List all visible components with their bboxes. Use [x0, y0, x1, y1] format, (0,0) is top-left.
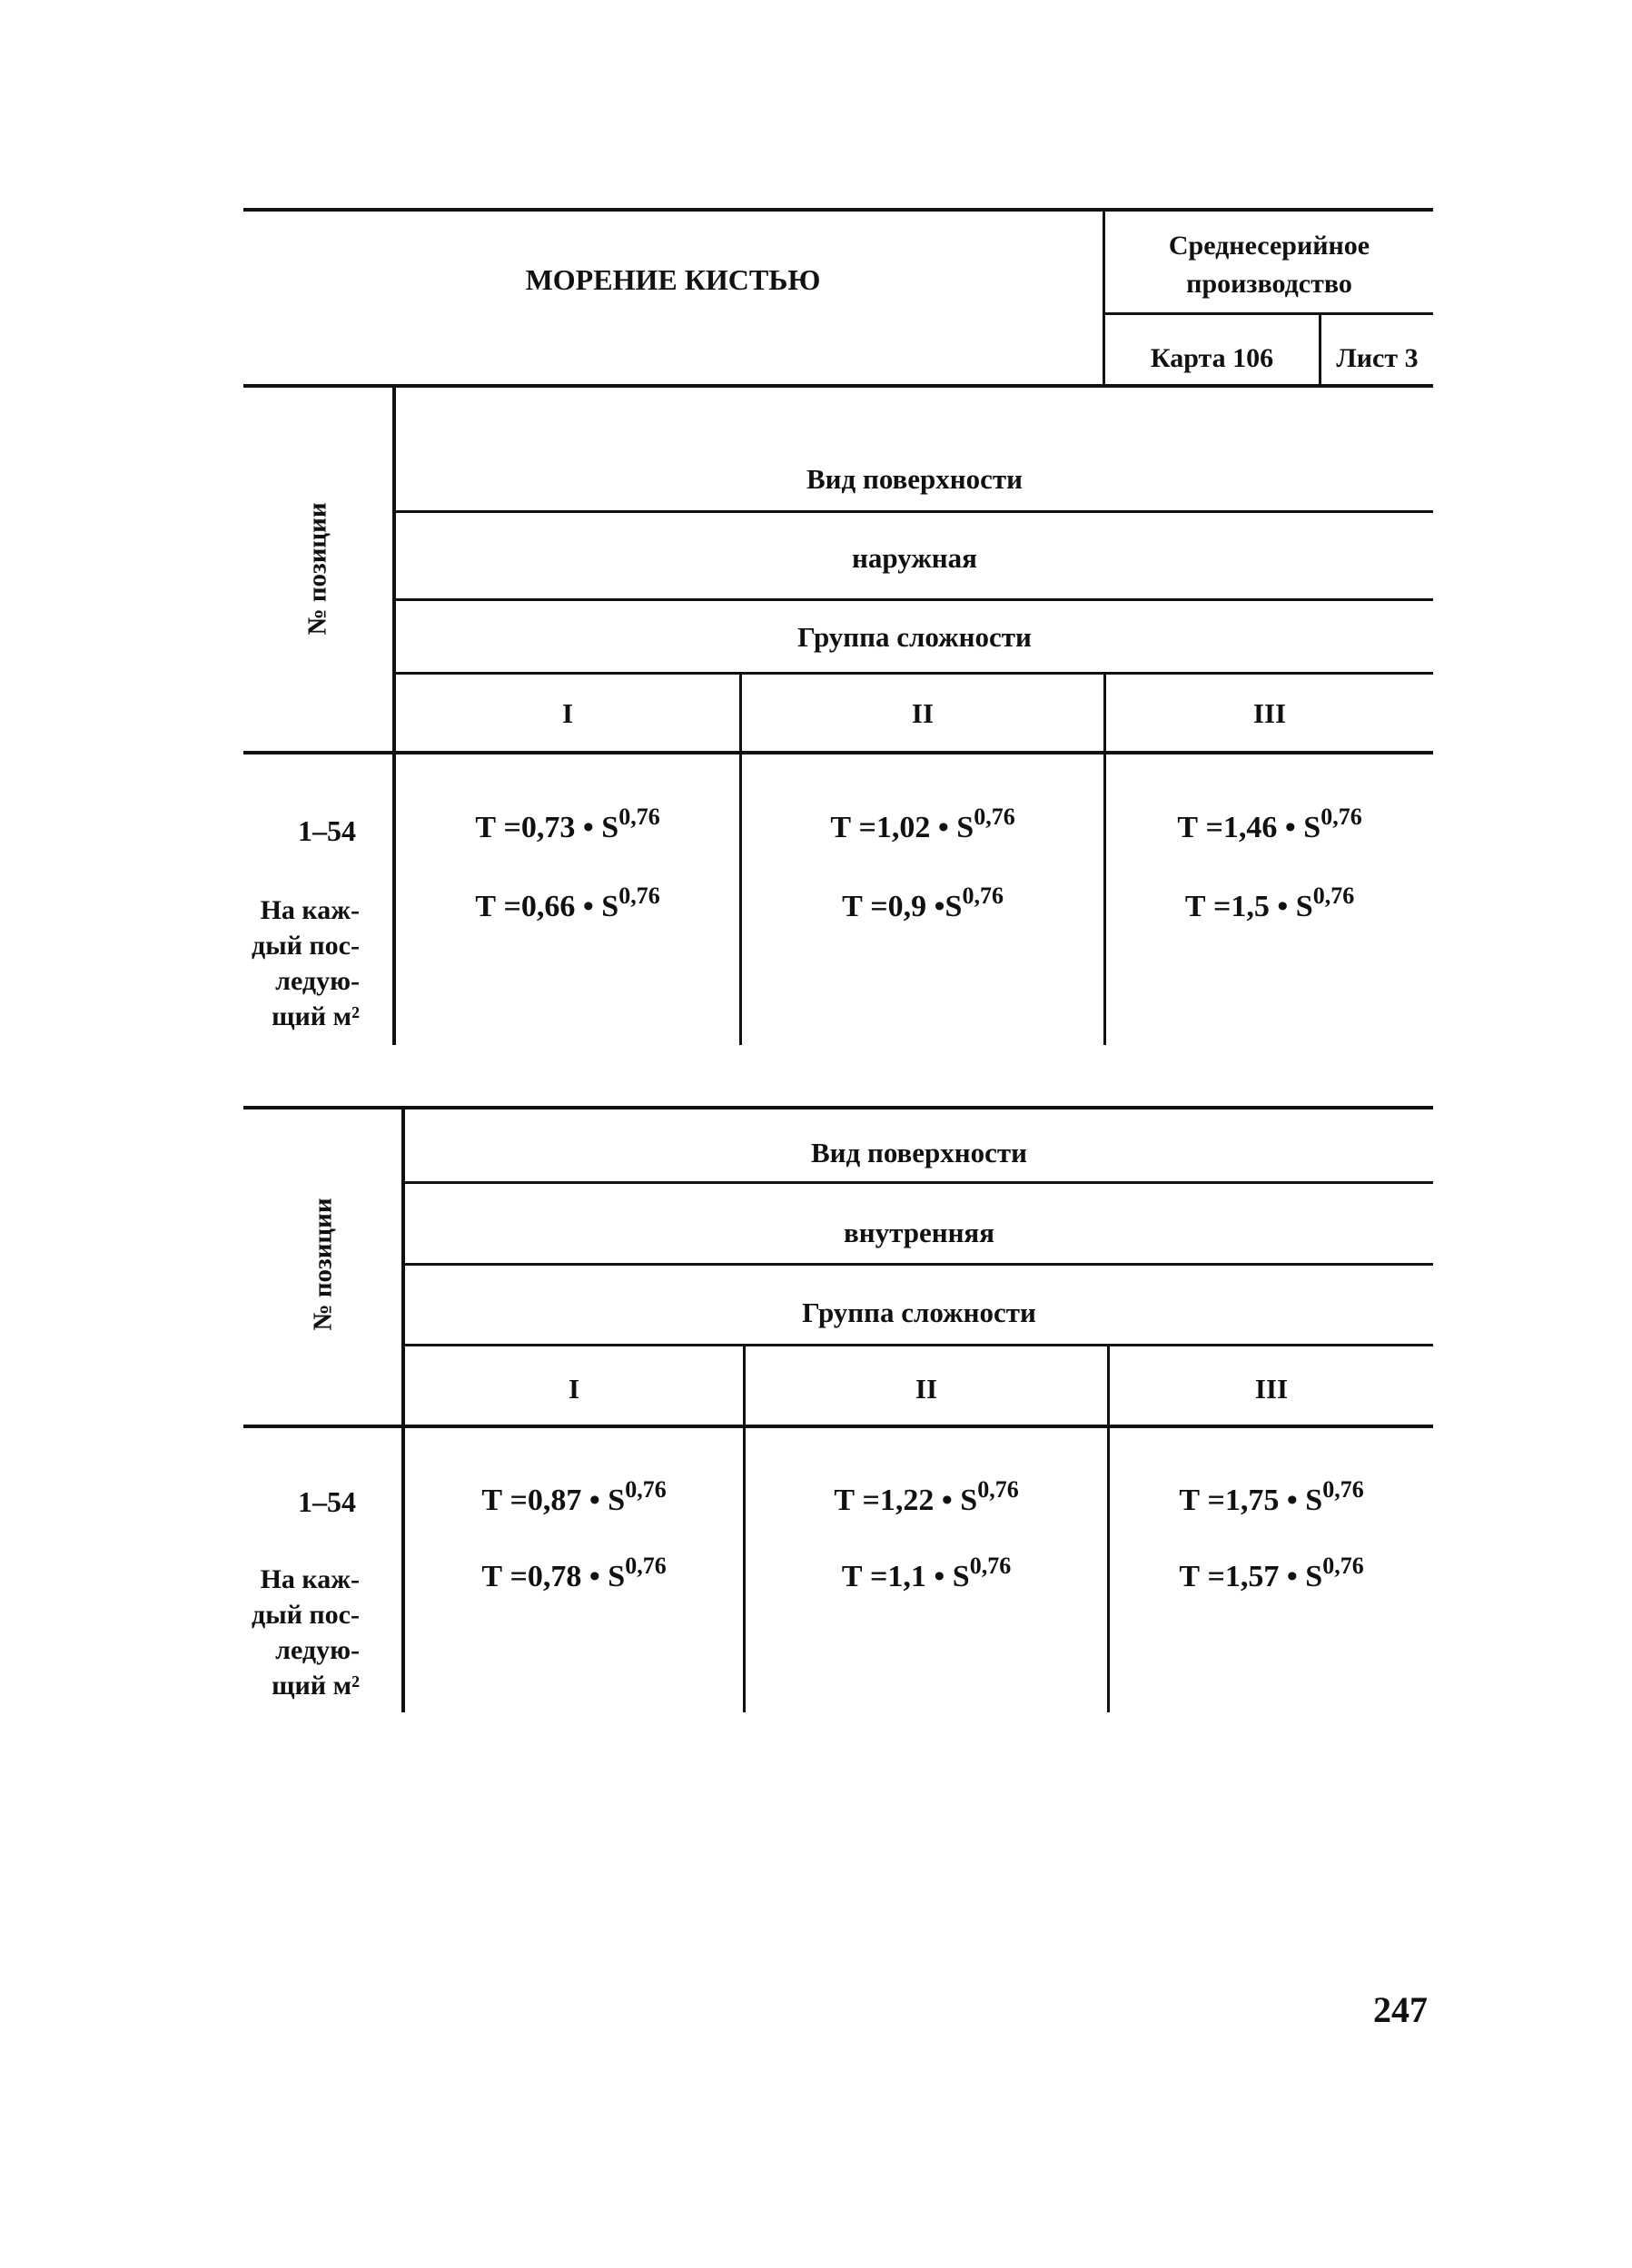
- rule-surface-type: [405, 1263, 1433, 1266]
- group-3: III: [1254, 1373, 1289, 1405]
- production-type: [1105, 227, 1433, 303]
- formula-exponent: 0,76: [974, 804, 1015, 830]
- row-label-line: На каж-: [260, 895, 360, 925]
- rule-header-bottom: [243, 384, 1433, 388]
- formula-base: Т =1,46 • S: [1177, 811, 1321, 844]
- production-line-1: Среднесерийное: [1168, 231, 1370, 261]
- complexity-header: Группа сложности: [802, 1297, 1036, 1328]
- formula-exponent: 0,76: [977, 1476, 1019, 1503]
- formula-exponent: 0,76: [1322, 1553, 1364, 1579]
- formula-cell: [746, 1476, 1107, 1518]
- row-label-line: щий м²: [272, 1001, 360, 1031]
- formula-base: Т =0,78 • S: [481, 1560, 626, 1593]
- formula-base: Т =0,87 • S: [481, 1484, 626, 1517]
- formula-exponent: 0,76: [625, 1553, 667, 1579]
- rule-surface-header: [405, 1181, 1433, 1184]
- formula-cell: [1106, 883, 1433, 924]
- surface-type: наружная: [852, 542, 977, 574]
- card-number: Карта 106: [1150, 343, 1274, 373]
- surface-type: внутренняя: [844, 1217, 994, 1248]
- production-line-2: производство: [1186, 269, 1352, 299]
- formula-cell: [396, 883, 739, 924]
- rule-surface-type: [396, 598, 1433, 601]
- group-2: II: [911, 697, 935, 729]
- group-1: I: [568, 1373, 580, 1405]
- formula-base: Т =1,5 • S: [1184, 890, 1313, 923]
- formula-cell: [1110, 1553, 1433, 1594]
- formula-base: Т =0,9 •S: [842, 890, 963, 923]
- formula-base: Т =1,75 • S: [1179, 1484, 1323, 1517]
- formula-exponent: 0,76: [618, 883, 660, 909]
- row-label-line: ледую-: [275, 966, 360, 996]
- position-header: № позиции: [308, 1198, 338, 1331]
- formula-cell: [746, 1553, 1107, 1594]
- formula-base: Т =1,1 • S: [841, 1560, 970, 1593]
- formula-exponent: 0,76: [1320, 804, 1362, 830]
- group-2: II: [915, 1373, 938, 1405]
- rule-top: [243, 1106, 1433, 1109]
- row-label-line: дый пос-: [252, 931, 360, 961]
- rule-head-bottom: [243, 751, 1433, 754]
- position-header: № позиции: [302, 502, 332, 636]
- row-label-line: дый пос-: [252, 1600, 360, 1630]
- rule-production-bottom: [1103, 312, 1433, 315]
- formula-cell: [1110, 1476, 1433, 1518]
- sheet-number: Лист 3: [1336, 343, 1419, 373]
- card-title: МОРЕНИЕ КИСТЬЮ: [525, 263, 821, 296]
- group-3: III: [1252, 697, 1287, 729]
- formula-cell: [742, 883, 1103, 924]
- surface-header: Вид поверхности: [806, 463, 1023, 495]
- formula-exponent: 0,76: [1322, 1476, 1364, 1503]
- formula-exponent: 0,76: [969, 1553, 1012, 1579]
- formula-cell: [405, 1476, 743, 1518]
- rule-complexity: [396, 672, 1433, 675]
- formula-base: Т =1,02 • S: [830, 811, 974, 844]
- surface-header: Вид поверхности: [810, 1137, 1027, 1169]
- page-number: 247: [1373, 1989, 1428, 2030]
- rule-position-col: [401, 1106, 405, 1712]
- formula-base: Т =1,57 • S: [1179, 1560, 1323, 1593]
- formula-exponent: 0,76: [962, 883, 1004, 909]
- formula-base: Т =1,22 • S: [834, 1484, 978, 1517]
- formula-exponent: 0,76: [618, 804, 660, 830]
- row-label-line: На каж-: [260, 1564, 360, 1594]
- rule-head-bottom: [243, 1425, 1433, 1428]
- formula-base: Т =0,73 • S: [475, 811, 619, 844]
- formula-cell: [405, 1553, 743, 1594]
- rule-surface-header: [396, 510, 1433, 513]
- rule-complexity: [405, 1344, 1433, 1346]
- formula-cell: [396, 804, 739, 845]
- row-label-line: ледую-: [275, 1635, 360, 1665]
- row-label-range: 1–54: [298, 814, 356, 847]
- row-label-range: 1–54: [298, 1485, 356, 1518]
- row-label-line: щий м²: [272, 1671, 360, 1701]
- formula-base: Т =0,66 • S: [475, 890, 619, 923]
- complexity-header: Группа сложности: [797, 621, 1032, 653]
- row-label-each: [218, 1562, 360, 1703]
- formula-exponent: 0,76: [625, 1476, 667, 1503]
- formula-cell: [1106, 804, 1433, 845]
- formula-cell: [742, 804, 1103, 845]
- rule-top: [243, 208, 1433, 212]
- group-1: I: [561, 697, 574, 729]
- formula-exponent: 0,76: [1312, 883, 1355, 909]
- row-label-each: [218, 892, 360, 1034]
